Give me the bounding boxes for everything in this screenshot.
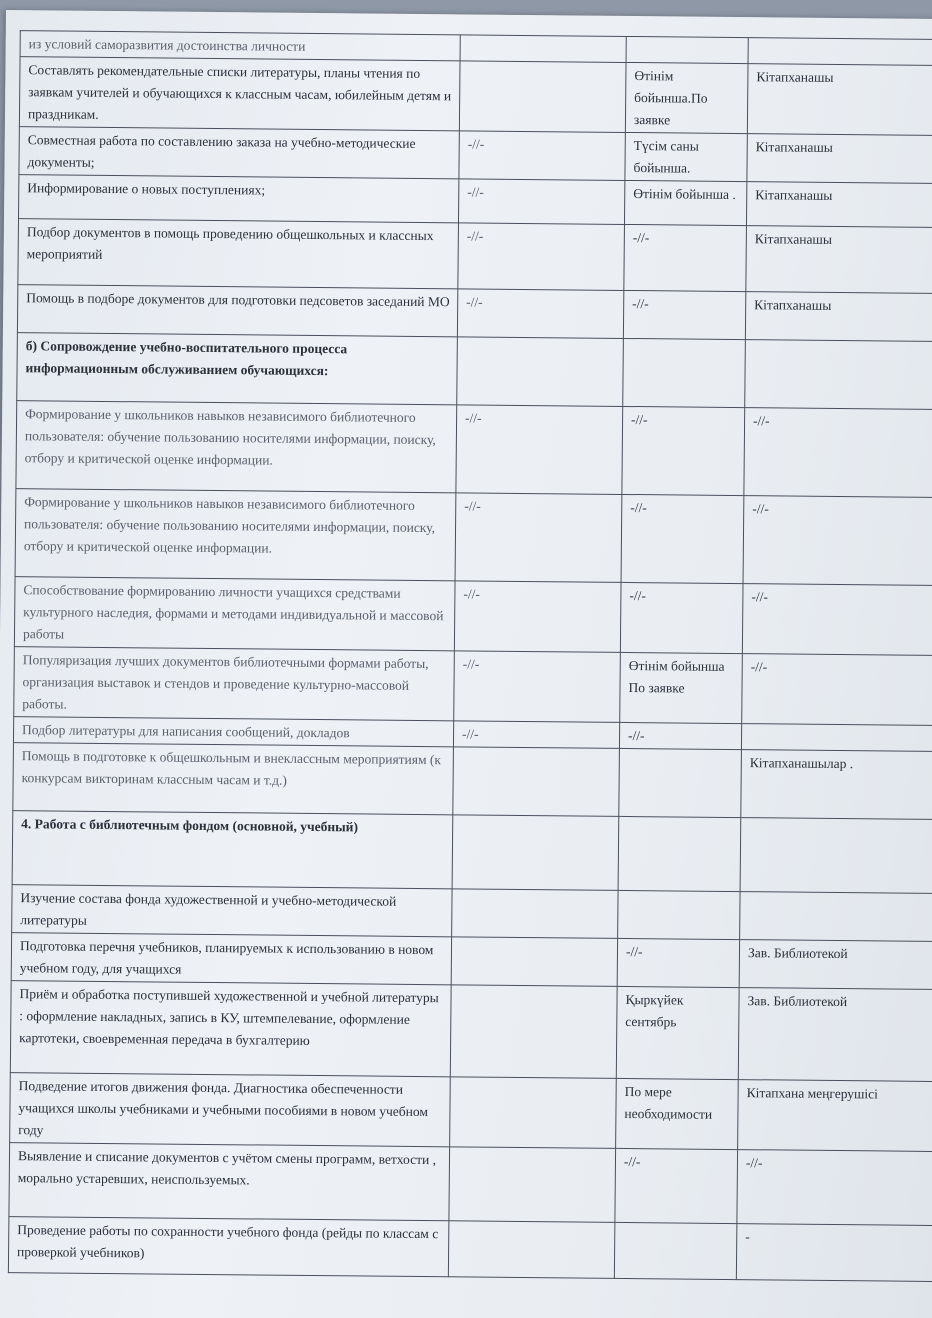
term-cell xyxy=(453,747,620,817)
table-row xyxy=(10,1073,932,1152)
responsible-cell: Кітапханашы xyxy=(747,64,932,136)
responsible-cell: Зав. Библиотекой xyxy=(739,940,932,990)
responsible-cell: Кітапханашы xyxy=(747,134,932,184)
responsible-cell: -//- xyxy=(742,654,932,726)
form-cell: По мере необходимости xyxy=(616,1078,739,1149)
plan-sheet xyxy=(8,30,932,1282)
responsible-cell: - xyxy=(736,1224,932,1282)
form-cell: -//- xyxy=(617,938,739,987)
term-cell xyxy=(449,1147,616,1223)
form-cell xyxy=(619,748,742,817)
form-cell xyxy=(623,338,746,407)
form-cell: -//- xyxy=(623,290,745,339)
term-cell: -//- xyxy=(458,179,624,225)
task-cell: из условий саморазвития достоинства личности xyxy=(20,31,460,61)
term-cell xyxy=(451,937,617,987)
task-cell: Информирование о новых поступлениях; xyxy=(18,175,458,223)
table-row xyxy=(15,489,932,586)
form-cell xyxy=(618,816,741,891)
term-cell: -//- xyxy=(457,289,623,339)
task-cell: Приём и обработка поступившей художественной и учебной литературы : оформление накладных, запись в КУ, штемпелевание, оформление картотеки, своевременная передача в бухгалтерию xyxy=(10,981,451,1077)
responsible-cell: -//- xyxy=(743,496,932,586)
task-cell: Подбор документов в помощь проведению общешкольных и классных мероприятий xyxy=(18,219,459,289)
table-row xyxy=(14,647,932,726)
term-cell xyxy=(450,985,617,1079)
form-cell: Қыркүйек сентябрь xyxy=(616,986,739,1079)
term-cell xyxy=(448,1221,615,1279)
table-row xyxy=(8,1217,932,1282)
form-cell: Өтінім бойынша . xyxy=(624,180,746,225)
responsible-cell: Кітапханашы xyxy=(745,292,932,342)
document-page xyxy=(0,10,932,1318)
form-cell: -//- xyxy=(624,224,747,291)
table-row xyxy=(10,981,932,1082)
term-cell: -//- xyxy=(454,651,621,723)
term-cell xyxy=(460,35,626,63)
responsible-cell: -//- xyxy=(737,1150,932,1226)
term-cell: -//- xyxy=(458,223,625,291)
form-cell: Өтінім бойынша.По заявке xyxy=(625,62,748,133)
form-cell: -//- xyxy=(615,1148,738,1223)
form-cell: Түсім саны бойынша. xyxy=(625,132,747,181)
task-cell: Подготовка перечня учебников, планируемых к использованию в новом учебном году, для учащихся xyxy=(11,933,451,985)
form-cell: Өтінім бойынша По заявке xyxy=(620,652,743,723)
responsible-cell xyxy=(745,340,932,410)
responsible-cell: Зав. Библиотекой xyxy=(738,988,932,1082)
task-cell: 4. Работа с библиотечным фондом (основной, учебный) xyxy=(12,811,453,889)
term-cell xyxy=(457,337,624,407)
table-row xyxy=(18,219,932,294)
task-cell: Проведение работы по сохранности учебного фонда (рейды по классам с проверкой учебников) xyxy=(8,1217,449,1277)
work-plan-table xyxy=(8,30,932,1282)
responsible-cell: -//- xyxy=(744,408,932,498)
term-cell: -//- xyxy=(459,131,625,181)
table-row xyxy=(17,333,932,410)
task-cell: б) Сопровождение учебно-воспитательного процесса информационным обслуживанием обучающихся: xyxy=(17,333,458,405)
term-cell xyxy=(459,61,626,133)
task-cell: Подведение итогов движения фонда. Диагностика обеспеченности учащихся школы учебниками и учебными пособиями в новом учебном году xyxy=(10,1073,451,1147)
term-cell xyxy=(452,815,619,891)
term-cell xyxy=(450,1077,617,1149)
responsible-cell: Кітапхана меңгерушісі xyxy=(738,1080,932,1152)
task-cell: Составлять рекомендательные списки литературы, планы чтения по заявкам учителей и обучающихся к классным часам, юбилейным детям и праздникам. xyxy=(19,57,460,131)
term-cell: -//- xyxy=(453,721,619,749)
responsible-cell xyxy=(740,818,932,894)
responsible-cell: -//- xyxy=(742,584,932,656)
form-cell: -//- xyxy=(622,406,745,495)
responsible-cell xyxy=(748,38,932,66)
responsible-cell: Кітапханашы xyxy=(746,182,932,228)
form-cell xyxy=(618,890,740,939)
task-cell: Изучение состава фонда художественной и учебно-методической литературы xyxy=(12,885,452,937)
form-cell xyxy=(614,1222,737,1279)
plan-table-body xyxy=(8,31,932,1282)
task-cell: Подбор литературы для написания сообщений, докладов xyxy=(13,717,453,747)
responsible-cell xyxy=(740,892,932,942)
responsible-cell xyxy=(741,724,932,752)
task-cell: Формирование у школьников навыков независимого библиотечного пользователя: обучение пользованию носителями информации, поиску, отбору и критической оценке информации. xyxy=(15,489,456,581)
task-cell: Помощь в подготовке к общешкольным и внеклассным мероприятиям (к конкурсам викторинам классным часам и т.д.) xyxy=(13,743,454,815)
term-cell: -//- xyxy=(454,581,621,653)
table-row xyxy=(12,811,932,894)
form-cell: -//- xyxy=(619,722,741,749)
task-cell: Способствование формированию личности учащихся средствами культурного наследия, формами и методами индивидуальной и массовой работы xyxy=(14,577,455,651)
task-cell: Совместная работа по составлению заказа на учебно-методические документы; xyxy=(19,127,459,179)
term-cell xyxy=(452,889,618,939)
task-cell: Помощь в подборе документов для подготовки педсоветов заседаний МО xyxy=(17,285,457,337)
form-cell: -//- xyxy=(620,582,743,653)
table-row xyxy=(13,743,932,820)
table-row xyxy=(14,577,932,656)
term-cell: -//- xyxy=(455,493,622,583)
table-row xyxy=(19,57,932,136)
form-cell: -//- xyxy=(621,494,744,583)
table-row xyxy=(16,401,932,498)
task-cell: Формирование у школьников навыков независимого библиотечного пользователя: обучение пользованию носителями информации, поиску, отбору и критической оценке информации. xyxy=(16,401,457,493)
responsible-cell: Кітапханашы xyxy=(746,226,932,294)
form-cell xyxy=(626,36,748,63)
task-cell: Выявление и списание документов с учётом смены программ, ветхости , морально устаревших, неиспользуемых. xyxy=(9,1143,450,1221)
term-cell: -//- xyxy=(456,405,623,495)
responsible-cell: Кітапханашылар . xyxy=(741,750,932,820)
table-row xyxy=(9,1143,932,1226)
task-cell: Популяризация лучших документов библиотечными формами работы, организация выставок и стендов и проведение культурно-массовой работы. xyxy=(14,647,455,721)
